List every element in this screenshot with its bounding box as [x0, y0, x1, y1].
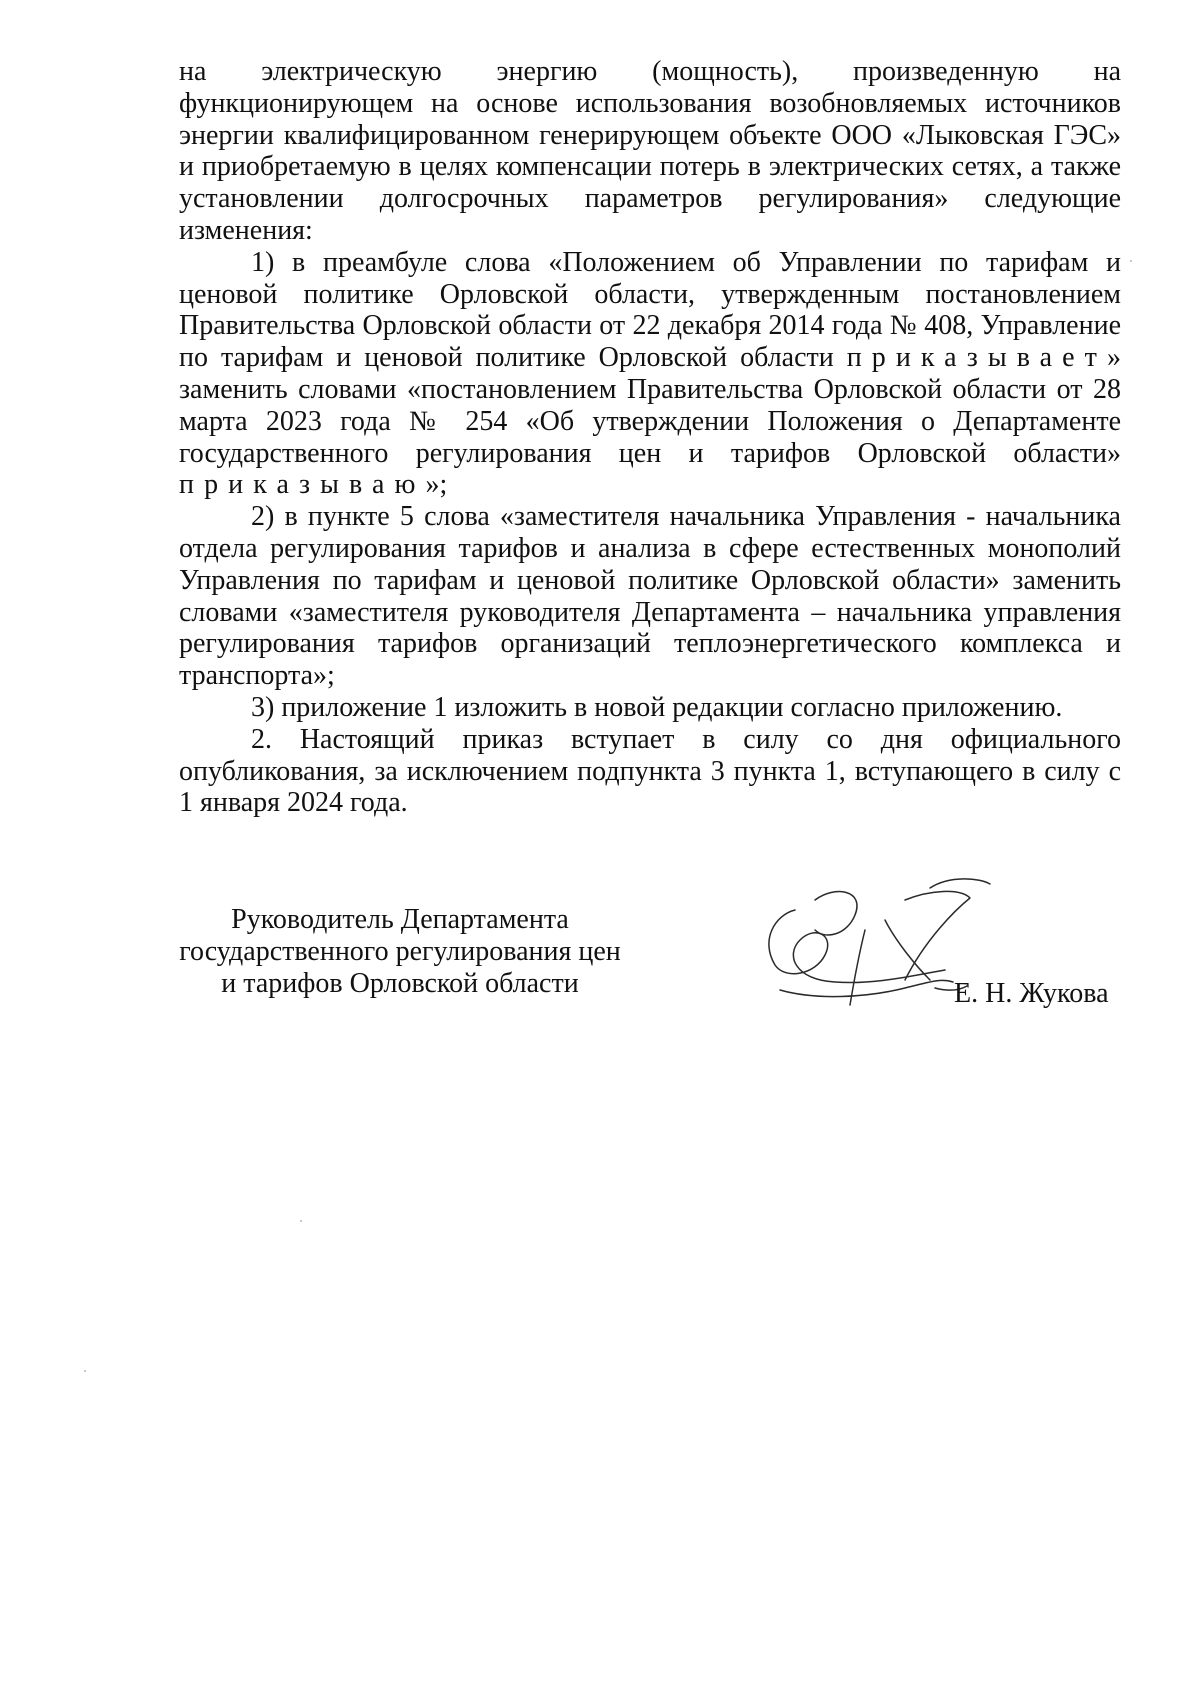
scan-speck [84, 1370, 86, 1372]
paragraph-text: » заменить словами «постановлением Правительства Орловской области от 28 марта 2023 года № 254 «Об утверждении Положения о Департаменте государственного регулирования цен и тарифов Орловской области» [179, 342, 1121, 469]
signer-name: Е. Н. Жукова [954, 978, 1109, 1009]
paragraph-text: на электрическую энергию (мощность), произведенную на функционирующем на основе использования возобновляемых источников энергии квалифицированном генерирующем объекте ООО «Лыковская ГЭС» и приобретаемую в целях компенсации потерь в электрических сетях, а также установлении долгосрочных параметров регулирования» следующие изменения: [179, 56, 1121, 246]
paragraph-text: 2. Настоящий приказ вступает в силу со дня официального опубликования, за исключением подпункта 3 пункта 1, вступающего в силу с 1 января 2024 года. [179, 723, 1121, 819]
body-paragraph [179, 692, 1121, 724]
body-paragraph [179, 501, 1121, 692]
body-paragraph [179, 56, 1121, 247]
paragraph-text: 1) в преамбуле слова «Положением об Управлении по тарифам и ценовой политике Орловской области, утвержденным постановлением Правительства Орловской области от 22 декабря 2014 года № 408, Управление по тарифам и ценовой политике Орловской области [179, 246, 1121, 374]
signer-position-line-1: Руководитель Департамента [231, 904, 569, 935]
spaced-word: приказывает [846, 342, 1107, 374]
scan-speck [1130, 260, 1132, 262]
signer-position-line-2: государственного регулирования цен [179, 935, 621, 967]
signer-position [160, 904, 640, 999]
signer-position-line-3: и тарифов Орловской области [221, 967, 579, 999]
body-paragraph [179, 724, 1121, 819]
body-paragraph [179, 247, 1121, 501]
paragraph-text: 3) приложение 1 изложить в новой редакции согласно приложению. [251, 691, 1063, 723]
signature-block [0, 900, 1200, 1030]
scan-speck [300, 1220, 302, 1222]
paragraph-text: 2) в пункте 5 слова «заместителя начальника Управления - начальника отдела регулирования тарифов и анализа в сфере естественных монополий Управления по тарифам и ценовой политике Орловской области» заменить словами «заместителя руководителя Департамента – начальника управления регулирования тарифов организаций теплоэнергетического комплекса и транспорта»; [179, 501, 1121, 692]
paragraph-text: »; [425, 469, 448, 501]
document-body [179, 56, 1121, 819]
spaced-word: приказываю [179, 469, 426, 501]
